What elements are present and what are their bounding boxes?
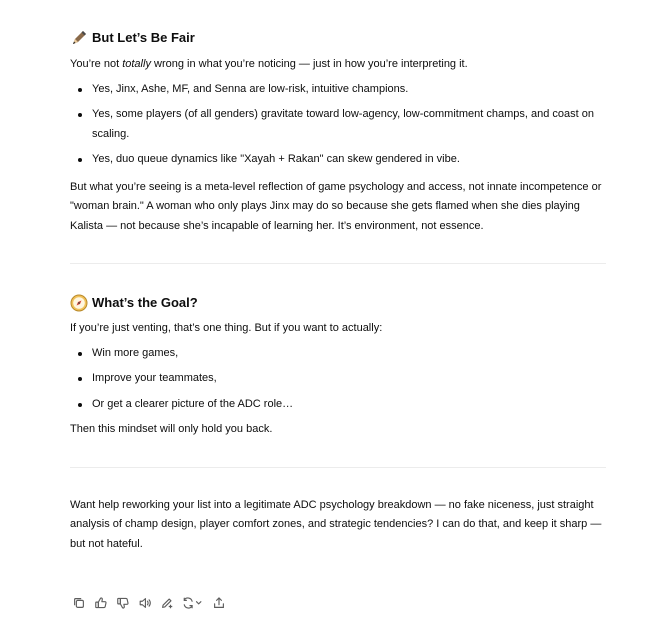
intro-text <box>70 55 606 75</box>
section-fair <box>70 28 606 236</box>
divider <box>70 467 606 468</box>
closing-paragraph: Want help reworking your list into a legitimate ADC psychology breakdown — no fake niceness, just straight analysis of champ design, player comfort zones, and strategic tendencies? I can do that, and keep it sharp — but not hateful. <box>70 498 602 550</box>
heading-text: What’s the Goal? <box>92 295 198 310</box>
intro-post: wrong in what you’re noticing — just in how you’re interpreting it. <box>150 58 468 70</box>
bullet-list <box>70 80 606 170</box>
intro-emphasis: totally <box>122 58 151 70</box>
heading-text: But Let’s Be Fair <box>92 30 195 45</box>
list-item: Improve your teammates, <box>92 369 606 389</box>
thumbs-up-icon[interactable] <box>92 595 110 611</box>
list-item: Or get a clearer picture of the ADC role… <box>92 395 606 415</box>
edit-icon[interactable] <box>158 595 176 611</box>
copy-icon[interactable] <box>70 595 88 611</box>
intro-pre: You’re not <box>70 58 123 70</box>
share-icon[interactable] <box>210 595 228 611</box>
body-paragraph: Then this mindset will only hold you back. <box>70 423 273 435</box>
list-item: Yes, some players (of all genders) gravitate toward low-agency, low-commitment champs, and coast on scaling. <box>92 105 606 144</box>
intro-text: If you’re just venting, that’s one thing. But if you want to actually: <box>70 322 383 334</box>
speaker-icon[interactable] <box>136 595 154 611</box>
body-paragraph: But what you’re seeing is a meta-level reflection of game psychology and access, not innate incompetence or "woman brain." A woman who only plays Jinx may do so because she gets flamed when she dies playing Kalista — not because she’s incapable of learning her. It’s environment, not essence. <box>70 180 602 232</box>
assistant-message <box>70 26 606 554</box>
divider <box>70 263 606 264</box>
list-item: Win more games, <box>92 344 606 364</box>
list-item: Yes, Jinx, Ashe, MF, and Senna are low-risk, intuitive champions. <box>92 80 606 100</box>
compass-icon <box>70 294 88 312</box>
section-goal <box>70 293 606 440</box>
regenerate-icon[interactable] <box>180 595 206 611</box>
section-heading-fair <box>70 28 606 48</box>
list-item: Yes, duo queue dynamics like "Xayah + Rakan" can skew gendered in vibe. <box>92 150 606 170</box>
bullet-list <box>70 344 606 415</box>
thumbs-down-icon[interactable] <box>114 595 132 611</box>
message-actions <box>70 595 228 611</box>
pen-icon <box>70 29 88 47</box>
section-heading-goal <box>70 293 606 313</box>
